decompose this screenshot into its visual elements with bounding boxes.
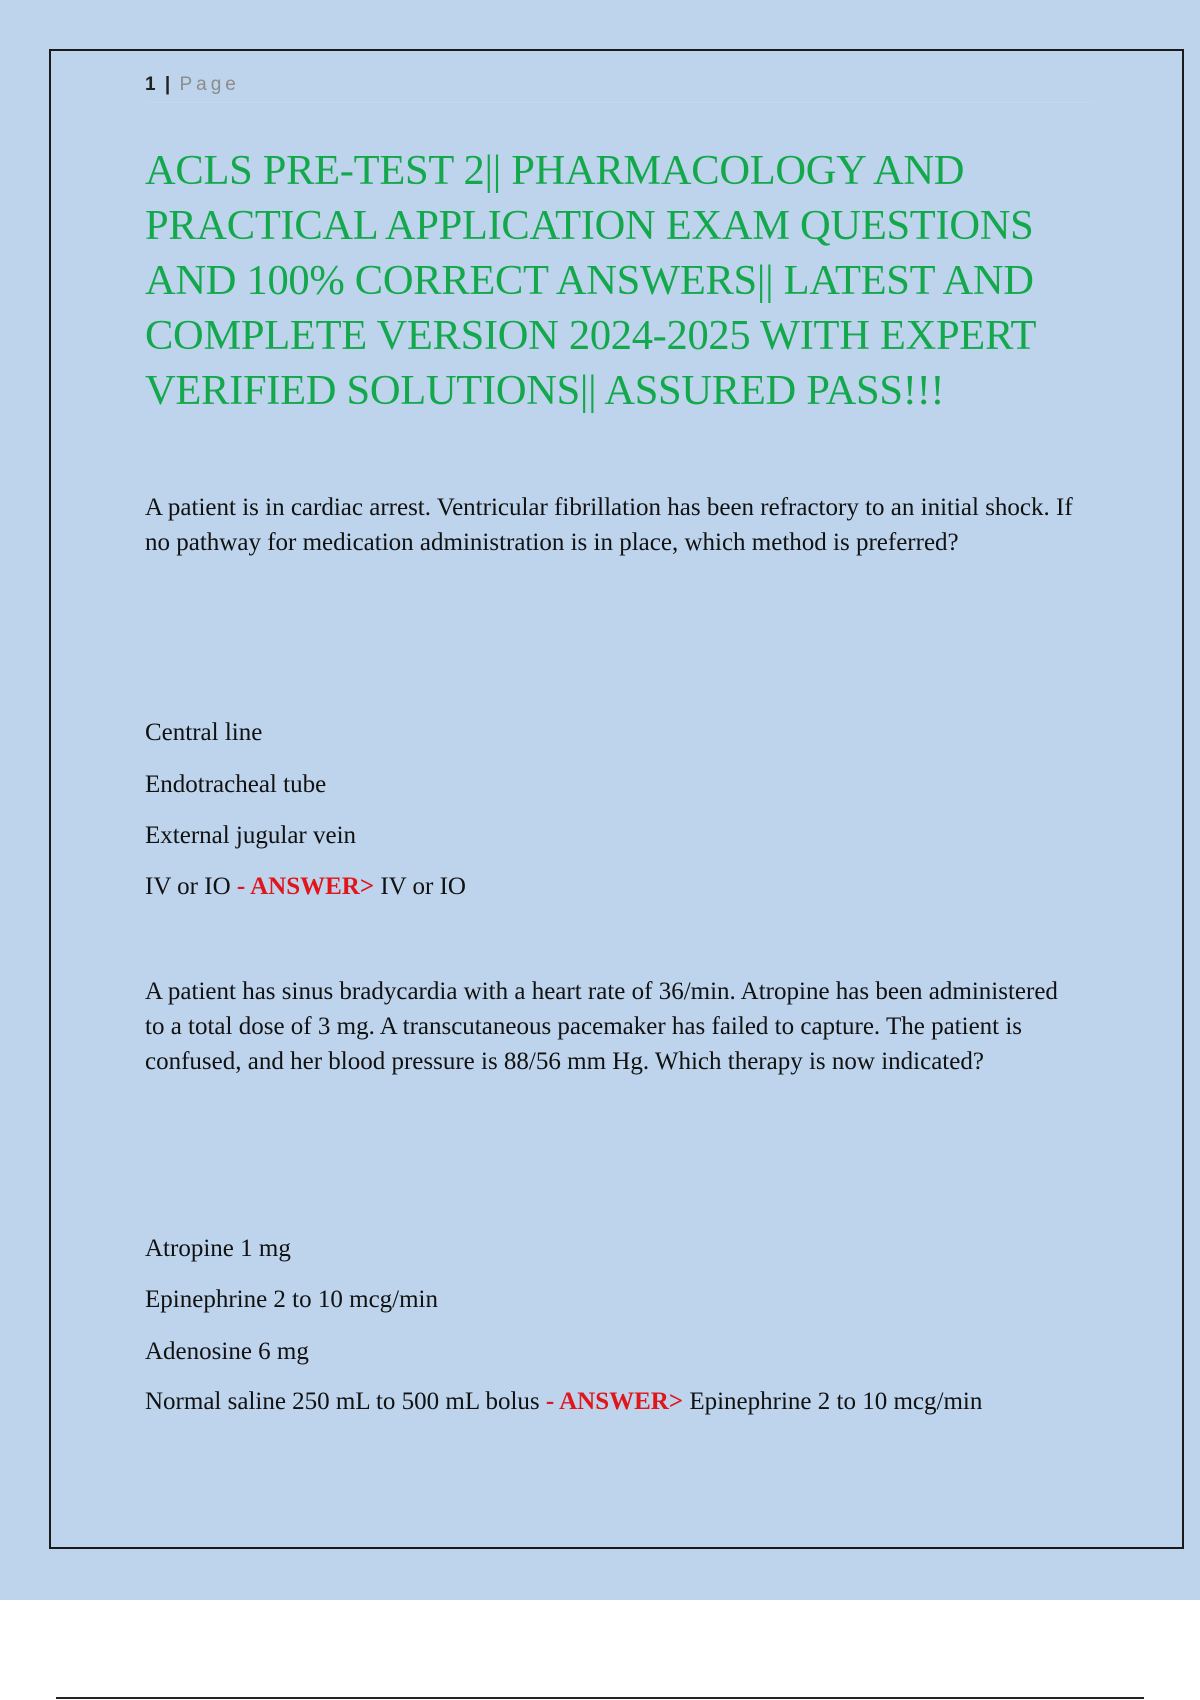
question-1-option: IV or IO: [145, 873, 231, 900]
question-1-answer: IV or IO: [380, 873, 466, 900]
header-separator: |: [164, 74, 171, 95]
question-1-option: Central line: [145, 719, 263, 746]
question-2-answer: Epinephrine 2 to 10 mcg/min: [689, 1388, 983, 1415]
page-header: [145, 74, 1093, 103]
question-2-option: Atropine 1 mg: [145, 1235, 291, 1262]
page-label: Page: [179, 74, 240, 95]
question-2-option: Epinephrine 2 to 10 mcg/min: [145, 1286, 439, 1313]
document-title: ACLS PRE-TEST 2|| PHARMACOLOGY AND PRACTICAL APPLICATION EXAM QUESTIONS AND 100% CORRECT ANSWERS|| LATEST AND COMPLETE VERSION 2024-2025 WITH EXPERT VERIFIED SOLUTIONS|| ASSURED PASS!!!: [145, 147, 1036, 414]
question-2-option-with-answer: [145, 1384, 1075, 1420]
answer-marker: - ANSWER>: [545, 1388, 684, 1415]
question-1-option-with-answer: [145, 869, 466, 904]
question-1-option: Endotracheal tube: [145, 771, 327, 798]
answer-marker: - ANSWER>: [236, 873, 375, 900]
question-2-option: Normal saline 250 mL to 500 mL bolus: [145, 1388, 540, 1415]
question-1-text: A patient is in cardiac arrest. Ventricular fibrillation has been refractory to an initial shock. If no pathway for medication administration is in place, which method is preferred?: [145, 494, 1073, 556]
question-2-option: Adenosine 6 mg: [145, 1338, 309, 1365]
question-1-option: External jugular vein: [145, 822, 357, 849]
question-2-text: A patient has sinus bradycardia with a heart rate of 36/min. Atropine has been administered to a total dose of 3 mg. A transcutaneous pacemaker has failed to capture. The patient is confused, and her blood pressure is 88/56 mm Hg. Which therapy is now indicated?: [145, 978, 1058, 1075]
footer-rule: [56, 1697, 1144, 1699]
page-number: 1: [145, 74, 156, 95]
